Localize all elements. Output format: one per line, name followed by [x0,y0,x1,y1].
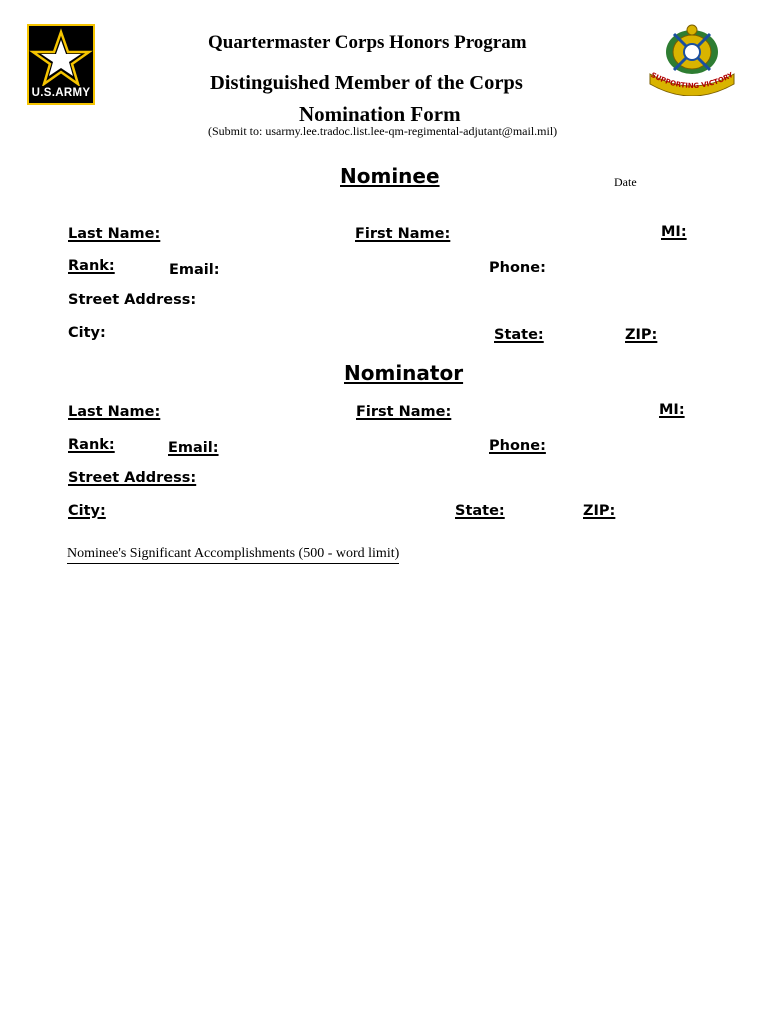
nominator-email-label: Email: [168,440,219,456]
nominee-mi-label: MI: [661,224,687,240]
nominee-last-name-label: Last Name: [68,226,161,242]
nominator-street-label: Street Address: [68,470,197,486]
nominator-first-name-label: First Name: [356,404,452,420]
nominator-section-title: Nominator [344,361,464,385]
us-army-logo [27,24,95,105]
nominee-city-label: City: [68,325,106,341]
form-title-line2: Nomination Form [299,102,461,126]
accomplishments-label: Nominee's Significant Accomplishments (500 - word limit) [67,546,399,564]
submit-note: (Submit to: usarmy.lee.tradoc.list.lee-qm-regimental-adjutant@mail.mil) [208,124,558,138]
nominee-phone-label: Phone: [489,260,546,276]
nominee-street-label: Street Address: [68,292,197,308]
nominator-mi-label: MI: [659,402,685,418]
nominee-zip-label: ZIP: [625,327,658,343]
army-logo-text: U.S.ARMY [31,87,91,99]
nominee-rank-label: Rank: [68,258,115,274]
nominee-email-label: Email: [169,262,220,278]
nominator-zip-label: ZIP: [583,503,616,519]
nominator-city-label: City: [68,503,106,519]
army-star-icon [29,28,93,86]
date-label: Date [614,175,637,189]
nominee-section-title: Nominee [340,164,440,188]
nominator-last-name-label: Last Name: [68,404,161,420]
nominee-first-name-label: First Name: [355,226,451,242]
program-title: Quartermaster Corps Honors Program [208,32,527,53]
nominee-state-label: State: [494,327,544,343]
nominator-rank-label: Rank: [68,437,115,453]
nominator-phone-label: Phone: [489,438,546,454]
quartermaster-crest-logo [644,24,740,96]
crest-motto-text: SUPPORTING VICTORY [649,70,735,91]
form-title-line1: Distinguished Member of the Corps [210,72,523,94]
nominator-state-label: State: [455,503,505,519]
